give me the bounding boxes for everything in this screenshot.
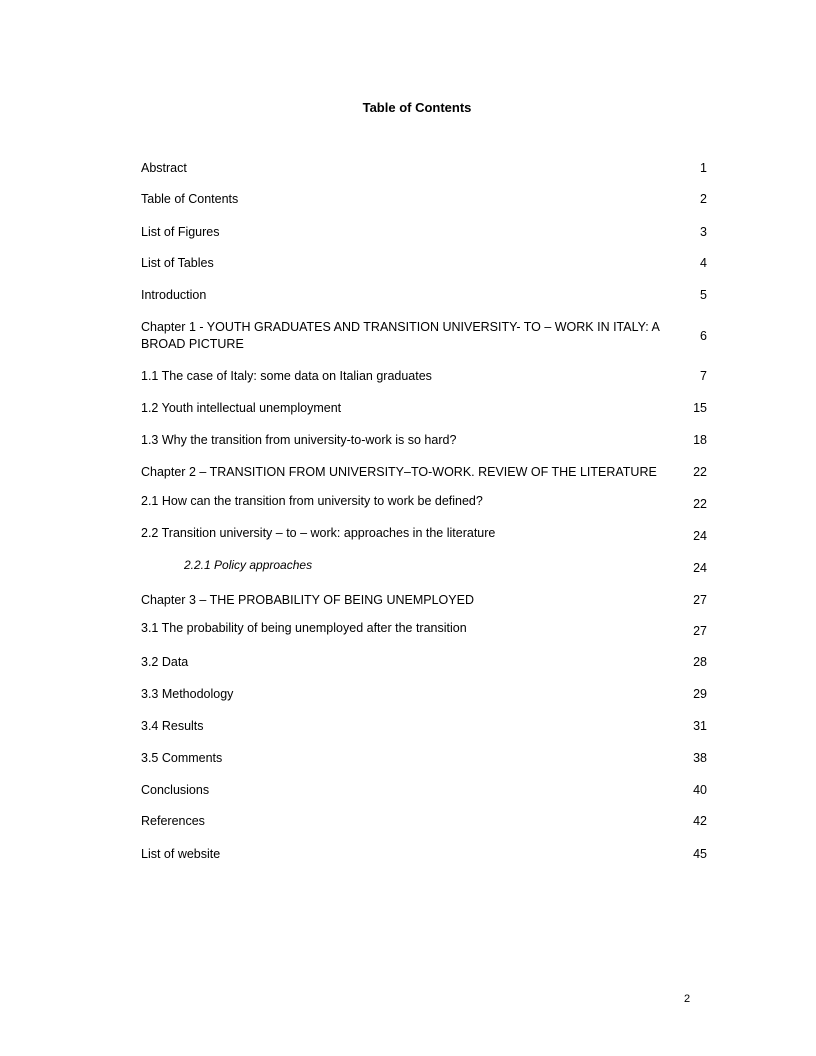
toc-entry-label: 2.2 Transition university – to – work: approaches in the literature: [141, 526, 496, 540]
toc-entry-label: 3.1 The probability of being unemployed after the transition: [141, 621, 467, 635]
toc-entry-label: List of Tables: [141, 256, 214, 270]
toc-entry-page: 1: [700, 161, 707, 175]
toc-entry-label: Introduction: [141, 288, 207, 302]
toc-entry-label: List of Figures: [141, 225, 220, 239]
toc-entry-label: Chapter 2 – TRANSITION FROM UNIVERSITY–TO-WORK. REVIEW OF THE LITERATURE: [141, 465, 657, 479]
toc-entry-label: References: [141, 814, 205, 828]
toc-entry-page: 6: [700, 329, 707, 343]
toc-entry-page: 28: [693, 655, 707, 669]
toc-entry-label: Chapter 3 – THE PROBABILITY OF BEING UNEMPLOYED: [141, 593, 474, 607]
toc-entry-page: 22: [693, 497, 707, 511]
toc-entry-label: 1.2 Youth intellectual unemployment: [141, 401, 342, 415]
toc-entry-page: 27: [693, 624, 707, 638]
toc-entry-label: 2.1 How can the transition from university to work be defined?: [141, 494, 483, 508]
toc-entry-page: 24: [693, 561, 707, 575]
toc-entry-label: List of website: [141, 847, 221, 861]
toc-entry-page: 7: [700, 369, 707, 383]
toc-entry-label: 3.2 Data: [141, 655, 189, 669]
toc-entry-label: 3.3 Methodology: [141, 687, 234, 701]
toc-entry-label: 1.1 The case of Italy: some data on Italian graduates: [141, 369, 432, 383]
toc-entry-label: 2.2.1 Policy approaches: [184, 558, 313, 572]
toc-entry-page: 29: [693, 687, 707, 701]
toc-entry-label: 3.4 Results: [141, 719, 204, 733]
toc-entry-page: 3: [700, 225, 707, 239]
toc-entry-label: Conclusions: [141, 783, 210, 797]
toc-entry-page: 45: [693, 847, 707, 861]
toc-entry-page: 15: [693, 401, 707, 415]
toc-entry-page: 31: [693, 719, 707, 733]
toc-entry-label: 3.5 Comments: [141, 751, 223, 765]
page-number: 2: [684, 993, 691, 1005]
toc-entry-label: Table of Contents: [141, 192, 239, 206]
toc-entry-page: 5: [700, 288, 707, 302]
toc-entry-page: 40: [693, 783, 707, 797]
toc-entry-page: 4: [700, 256, 707, 270]
toc-title: Table of Contents: [362, 100, 472, 115]
toc-entry-label: 1.3 Why the transition from university-to-work is so hard?: [141, 433, 457, 447]
toc-entry-page: 22: [693, 465, 707, 479]
toc-entry-page: 2: [700, 192, 707, 206]
toc-entry-page: 24: [693, 529, 707, 543]
toc-entry-page: 42: [693, 814, 707, 828]
toc-entry-label: Chapter 1 - YOUTH GRADUATES AND TRANSITION UNIVERSITY- TO – WORK IN ITALY: A BROAD PICTURE: [141, 320, 660, 351]
toc-entry-page: 18: [693, 433, 707, 447]
toc-entry-page: 27: [693, 593, 707, 607]
toc-entry-page: 38: [693, 751, 707, 765]
toc-entry-label: Abstract: [141, 161, 187, 175]
